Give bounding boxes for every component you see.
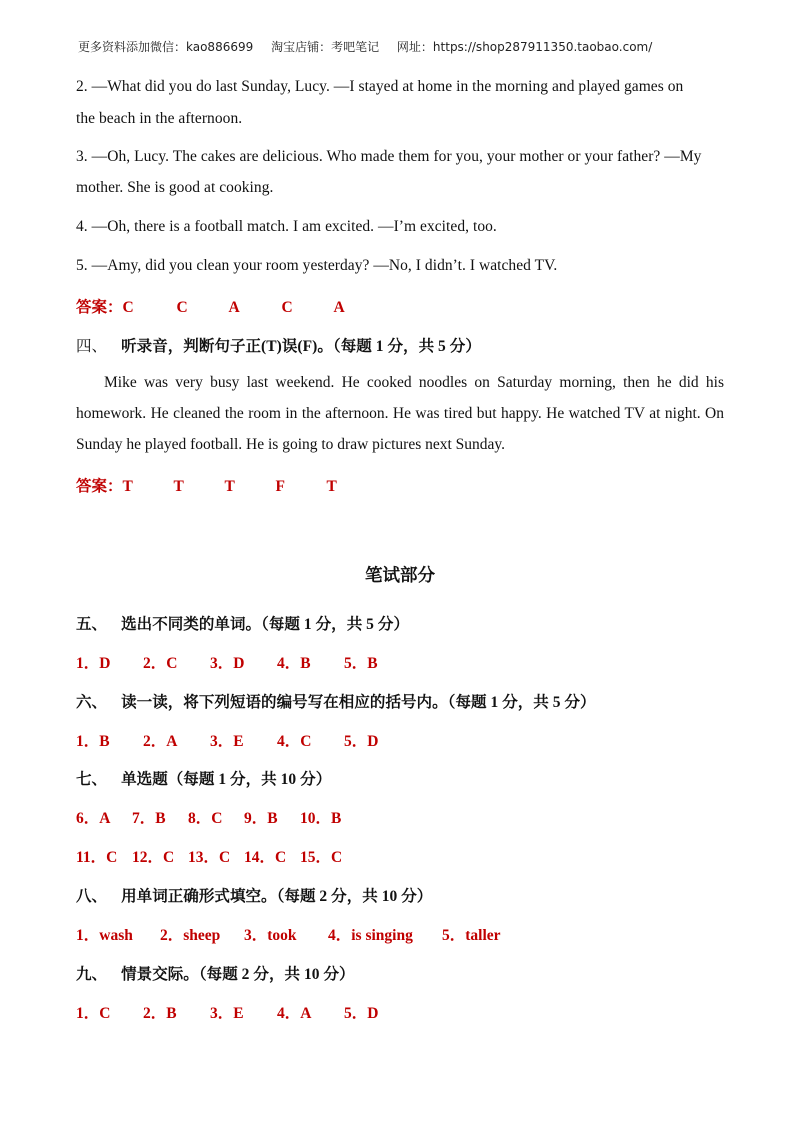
passage-text: Mike was very busy last weekend. He cooked noodles on Saturday morning, then he did his homework. He cleaned the room in the afternoon. He was tired but happy. He watched TV at night. On Sunday he played football. He is going to draw pictures next Sunday. xyxy=(76,374,724,453)
answer-label: 答案： xyxy=(76,478,123,495)
answer-item: 5．taller xyxy=(442,927,501,944)
section4-passage xyxy=(76,367,724,460)
dialogue-line: 5. —Amy, did you clean your room yesterday? —No, I didn’t. I watched TV. xyxy=(76,257,558,274)
dialogue-line: 3. —Oh, Lucy. The cakes are delicious. Who made them for you, your mother or your father? —My xyxy=(76,148,702,165)
written-section-title: 笔试部分 xyxy=(365,565,435,585)
answer-item: 3．D xyxy=(210,655,245,672)
answer-item: 4．B xyxy=(277,655,311,672)
dialogue-line: 4. —Oh, there is a football match. I am excited. —I’m excited, too. xyxy=(76,218,497,235)
answer-item: 4．C xyxy=(277,733,312,750)
answer-item: 2．C xyxy=(143,655,178,672)
answer-item: 1．wash xyxy=(76,927,133,944)
section7-answers-row1 xyxy=(76,806,341,828)
answer-item: 15．C xyxy=(300,849,343,866)
section8-answers xyxy=(76,923,501,945)
answer-item: 2．sheep xyxy=(160,927,221,944)
answer-item: 5．D xyxy=(344,733,379,750)
answer-item: F xyxy=(275,478,285,495)
section6-answers xyxy=(76,729,378,751)
answer-item: A xyxy=(228,299,240,316)
section3-answers xyxy=(76,295,345,317)
answer-item: 3．took xyxy=(244,927,297,944)
answer-item: A xyxy=(333,299,345,316)
section-title: 听录音，判断句子正(T)误(F)。（每题 1 分，共 5 分） xyxy=(121,338,481,355)
section9-answers xyxy=(76,1001,378,1023)
answer-item: 12．C xyxy=(132,849,175,866)
section-title: 读一读，将下列短语的编号写在相应的括号内。（每题 1 分，共 5 分） xyxy=(121,694,596,711)
answer-item: T xyxy=(173,478,184,495)
section-number: 七、 xyxy=(76,771,108,788)
answer-item: 9．B xyxy=(244,810,278,827)
header-wechat: 更多资料添加微信：kao886699 xyxy=(78,40,254,54)
answer-item: 2．B xyxy=(143,1005,177,1022)
header-shop: 淘宝店铺：考吧笔记 xyxy=(271,40,380,54)
section6-heading xyxy=(76,690,596,712)
answer-item: 2．A xyxy=(143,733,178,750)
answer-item: 8．C xyxy=(188,810,223,827)
section7-answers-row2 xyxy=(76,845,342,867)
dialogue-line: mother. She is good at cooking. xyxy=(76,179,274,196)
section-number: 六、 xyxy=(76,694,108,711)
answer-item: C xyxy=(122,299,134,316)
answer-item: 4．A xyxy=(277,1005,312,1022)
answer-item: C xyxy=(281,299,293,316)
answer-label: 答案： xyxy=(76,299,123,316)
section5-answers xyxy=(76,651,378,673)
answer-item: 11．C xyxy=(76,849,118,866)
answer-item: 1．C xyxy=(76,1005,111,1022)
answer-item: 6．A xyxy=(76,810,111,827)
answer-item: 5．D xyxy=(344,1005,379,1022)
section4-heading xyxy=(76,334,481,356)
section-title: 用单词正确形式填空。（每题 2 分，共 10 分） xyxy=(121,888,433,905)
section-number: 四、 xyxy=(76,338,108,355)
answer-item: 14．C xyxy=(244,849,287,866)
answer-item: 1．D xyxy=(76,655,111,672)
header-url: 网址：https://shop287911350.taobao.com/ xyxy=(396,40,653,54)
section-title: 选出不同类的单词。（每题 1 分，共 5 分） xyxy=(121,616,410,633)
answer-item: C xyxy=(176,299,188,316)
section-number: 九、 xyxy=(76,966,108,983)
dialogue-line: the beach in the afternoon. xyxy=(76,110,243,127)
page-header xyxy=(78,38,666,55)
section7-heading xyxy=(76,767,331,789)
dialogue-line: 2. —What did you do last Sunday, Lucy. —I stayed at home in the morning and played games on xyxy=(76,78,684,95)
section-number: 八、 xyxy=(76,888,108,905)
section-title: 情景交际。（每题 2 分，共 10 分） xyxy=(121,966,355,983)
answer-item: 3．E xyxy=(210,733,244,750)
section-title: 单选题（每题 1 分，共 10 分） xyxy=(121,771,332,788)
answer-item: 7．B xyxy=(132,810,166,827)
answer-item: 5．B xyxy=(344,655,378,672)
section8-heading xyxy=(76,884,432,906)
section5-heading xyxy=(76,612,409,634)
section9-heading xyxy=(76,962,355,984)
answer-item: T xyxy=(326,478,337,495)
answer-item: 4．is singing xyxy=(328,927,413,944)
answer-item: 13．C xyxy=(188,849,231,866)
section-number: 五、 xyxy=(76,616,108,633)
answer-item: T xyxy=(224,478,235,495)
section4-answers xyxy=(76,474,337,496)
answer-item: 3．E xyxy=(210,1005,244,1022)
answer-item: 1．B xyxy=(76,733,110,750)
answer-item: 10．B xyxy=(300,810,342,827)
answer-item: T xyxy=(122,478,133,495)
